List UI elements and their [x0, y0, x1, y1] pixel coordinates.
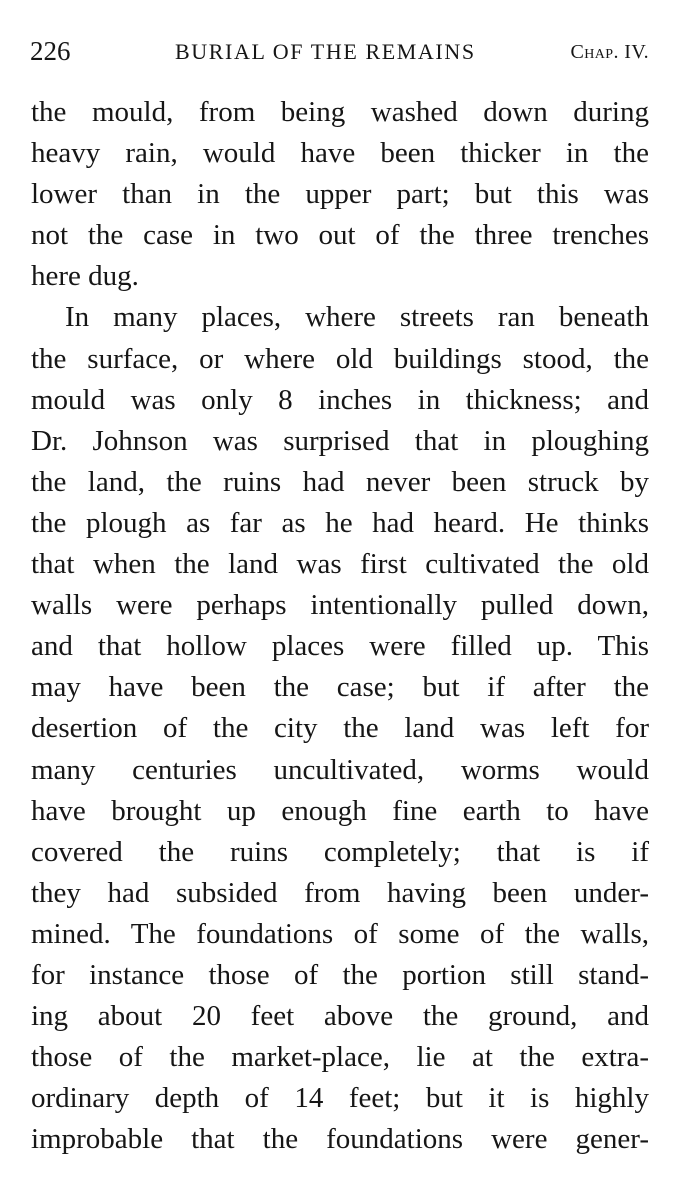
text-line: the land, the ruins had never been struck by: [31, 465, 649, 498]
text-line: those of the market-place, lie at the extra-: [31, 1041, 649, 1074]
text-line: may have been the case; but if after the: [31, 671, 649, 704]
text-line: ordinary depth of 14 feet; but it is highly: [31, 1082, 649, 1115]
text-line: walls were perhaps intentionally pulled down,: [31, 589, 649, 622]
body-text: [31, 92, 649, 1160]
running-title: BURIAL OF THE REMAINS: [175, 39, 476, 64]
text-line: Dr. Johnson was surprised that in ploughing: [31, 424, 649, 457]
text-line: ing about 20 feet above the ground, and: [31, 1000, 649, 1033]
chapter-text: Chap. IV.: [570, 41, 649, 63]
text-line: they had subsided from having been under-: [31, 876, 649, 909]
text-line: mould was only 8 inches in thickness; and: [31, 383, 649, 416]
text-line: here dug.: [31, 260, 139, 293]
text-line: and that hollow places were filled up. This: [31, 630, 649, 663]
text-line: for instance those of the portion still stand-: [31, 958, 649, 991]
text-line: covered the ruins completely; that is if: [31, 835, 649, 868]
text-line: heavy rain, would have been thicker in the: [31, 137, 649, 170]
text-line: desertion of the city the land was left for: [31, 712, 649, 745]
text-line: lower than in the upper part; but this was: [31, 178, 649, 211]
text-line: the plough as far as he had heard. He thinks: [31, 506, 649, 539]
chapter-label: [571, 36, 649, 68]
page-header: [30, 34, 649, 68]
text-line: improbable that the foundations were gener-: [31, 1123, 649, 1156]
text-line: mined. The foundations of some of the walls,: [31, 917, 649, 950]
text-line: many centuries uncultivated, worms would: [31, 753, 649, 786]
text-line: the surface, or where old buildings stood, the: [31, 342, 649, 375]
text-line: have brought up enough fine earth to have: [31, 794, 649, 827]
text-line: the mould, from being washed down during: [31, 96, 649, 128]
text-line: not the case in two out of the three trenches: [31, 219, 649, 252]
text-line: that when the land was first cultivated the old: [31, 548, 649, 581]
page-number: 226: [30, 36, 71, 66]
paragraph-first-line: In many places, where streets ran beneath: [65, 301, 649, 334]
